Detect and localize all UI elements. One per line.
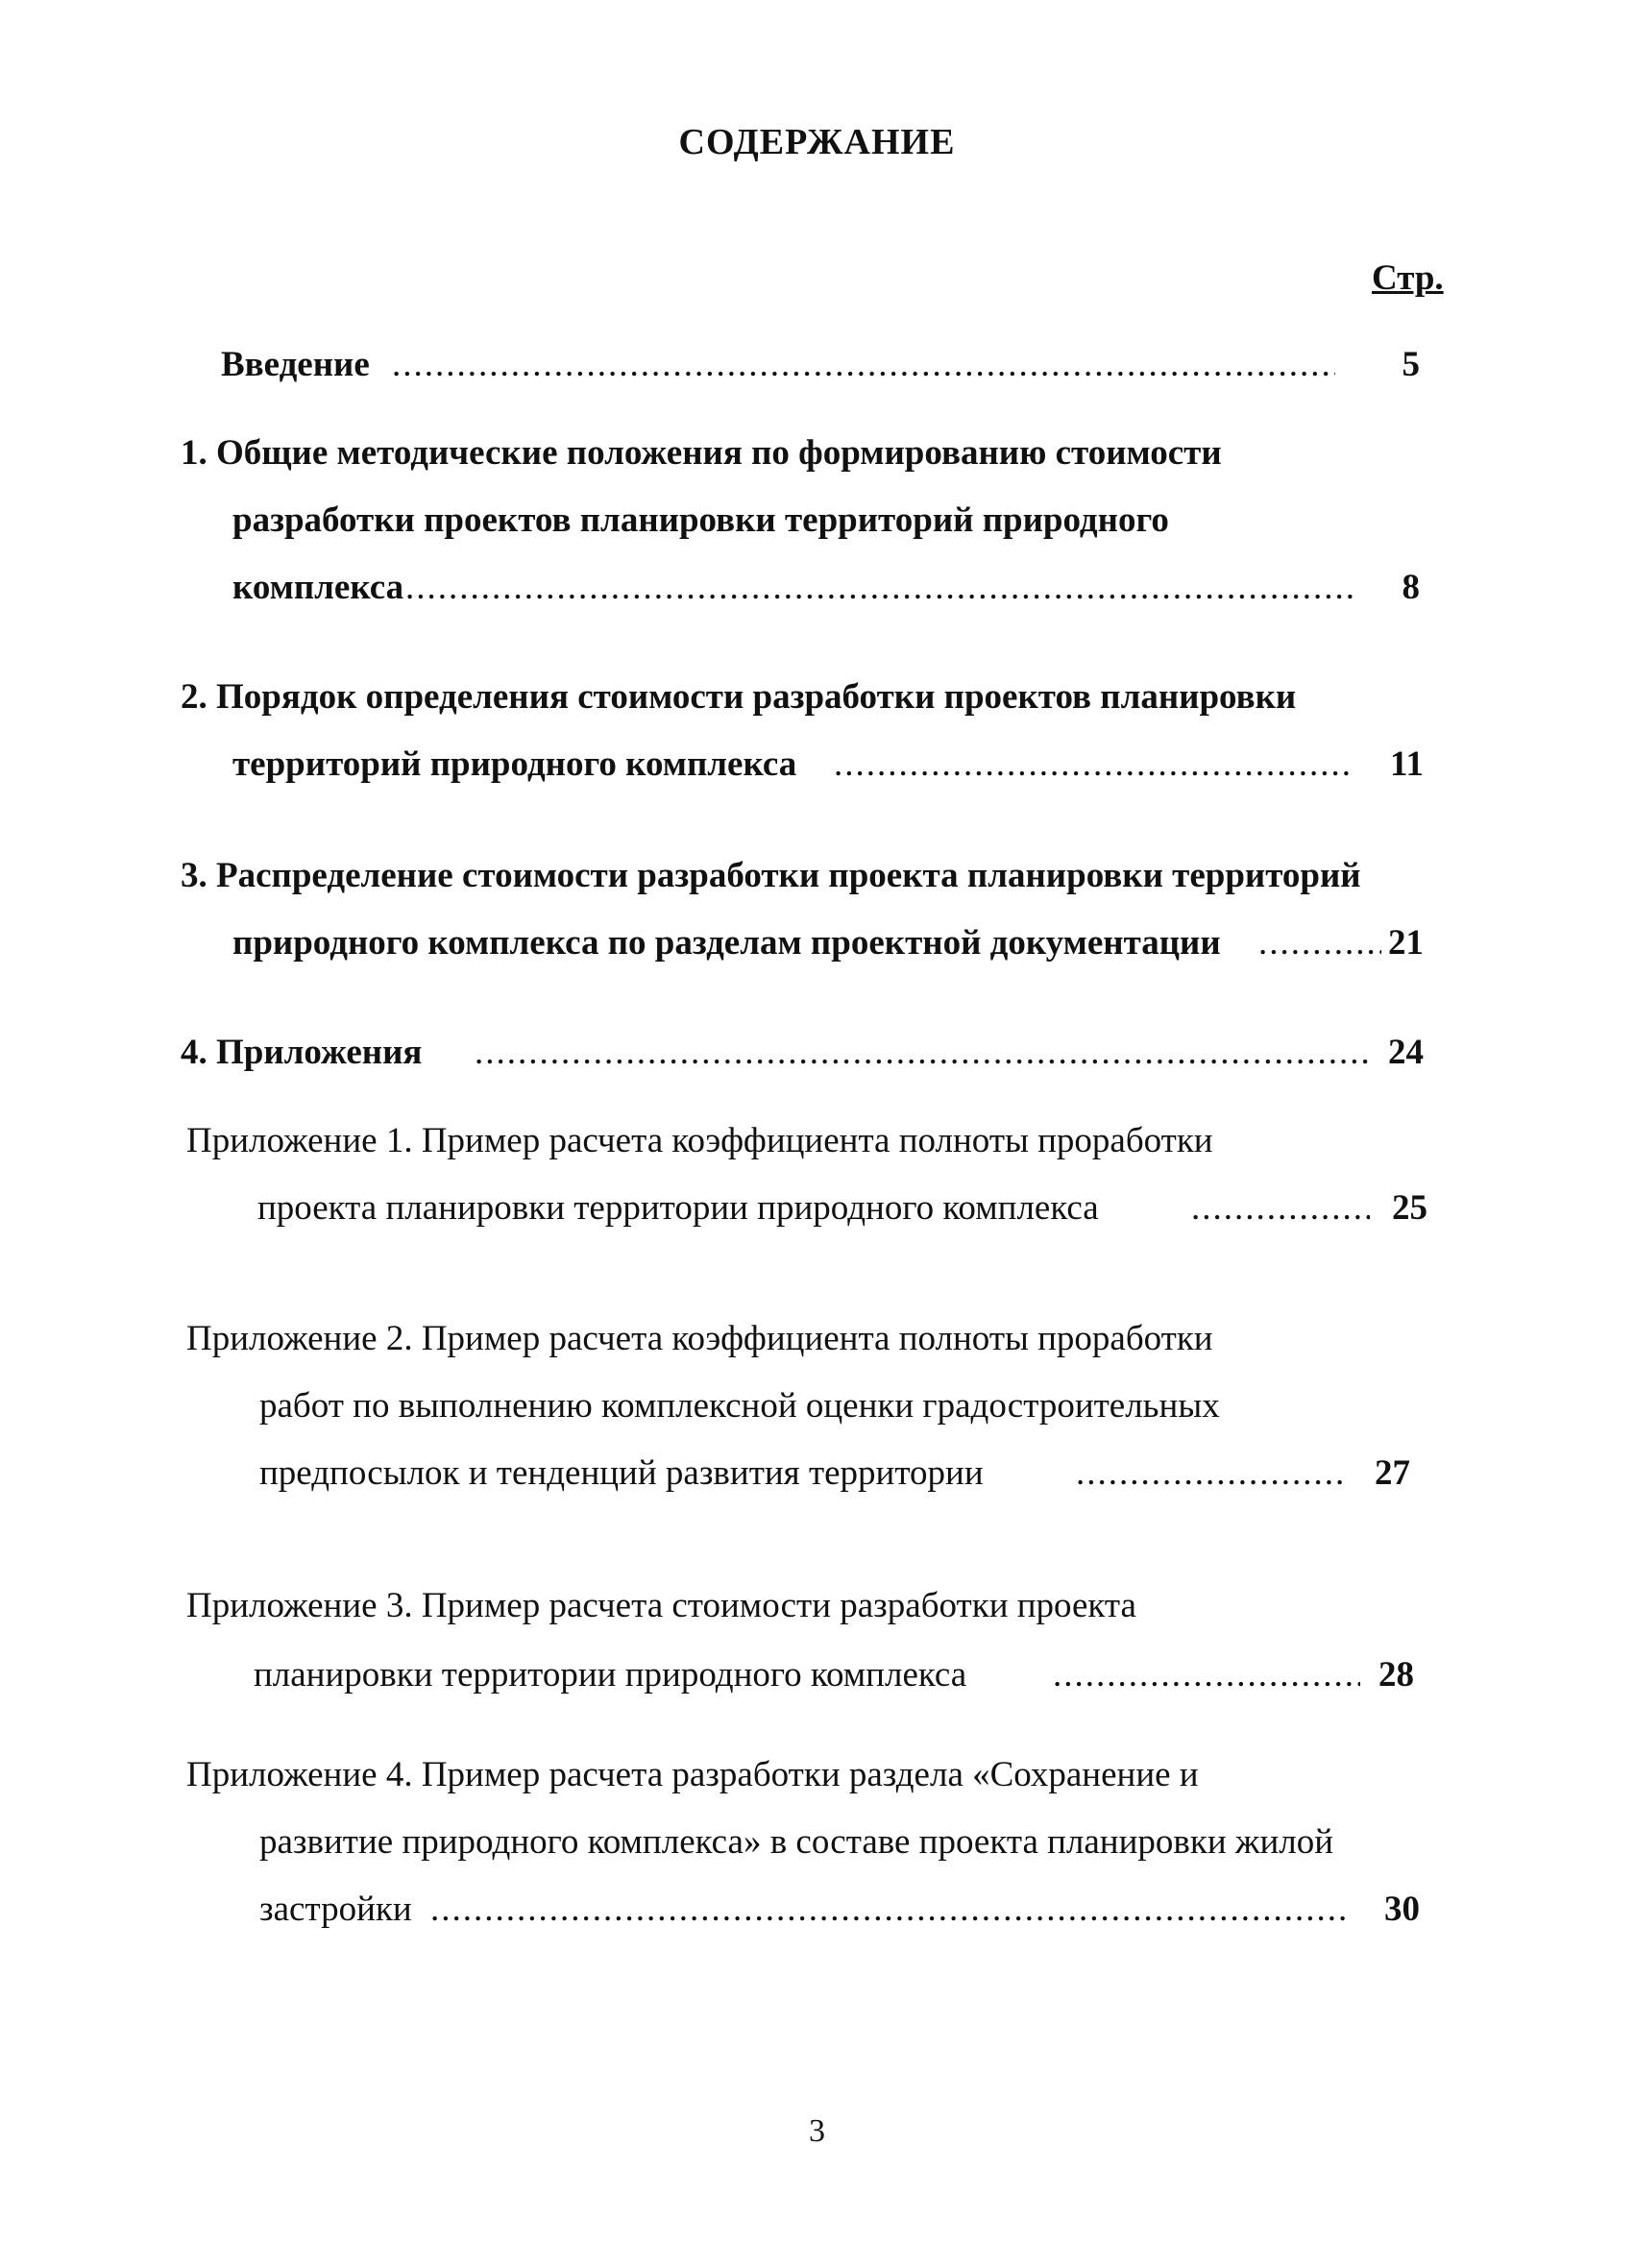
toc-entry-line: 1. Общие методические положения по формированию стоимости bbox=[181, 433, 1222, 473]
toc-entry-line: проекта планировки территории природного комплекса bbox=[257, 1188, 1099, 1228]
toc-leader-dots bbox=[1076, 1452, 1347, 1495]
toc-leader-dots bbox=[430, 1889, 1347, 1931]
toc-entry-line: разработки проектов планировки территорий природного bbox=[232, 500, 1169, 540]
toc-entry-line: комплекса bbox=[232, 568, 404, 607]
page-column-header: Стр. bbox=[1372, 258, 1444, 298]
toc-leader-dots bbox=[405, 567, 1356, 609]
toc-entry-line: 2. Порядок определения стоимости разработки проектов планировки bbox=[181, 677, 1297, 717]
toc-page-number: 8 bbox=[1402, 568, 1420, 607]
page-number-footer: 3 bbox=[809, 2113, 825, 2149]
toc-entry-line: Приложение 2. Пример расчета коэффициента полноты проработки bbox=[186, 1319, 1213, 1358]
toc-page-number: 27 bbox=[1375, 1453, 1410, 1493]
toc-page-number: 30 bbox=[1384, 1890, 1420, 1929]
toc-entry-line: работ по выполнению комплексной оценки градостроительных bbox=[259, 1386, 1220, 1426]
toc-page-number: 25 bbox=[1392, 1188, 1427, 1228]
toc-leader-dots bbox=[475, 1032, 1368, 1074]
toc-entry-line: планировки территории природного комплекса bbox=[254, 1655, 967, 1695]
toc-entry-line: предпосылок и тенденций развития территории bbox=[259, 1453, 984, 1493]
toc-entry-label: 4. Приложения bbox=[181, 1033, 423, 1072]
toc-leader-dots bbox=[834, 744, 1351, 786]
toc-entry-line: застройки bbox=[259, 1890, 412, 1929]
toc-entry-line: территорий природного комплекса bbox=[232, 744, 797, 784]
toc-entry-line: 3. Распределение стоимости разработки проекта планировки территорий bbox=[181, 856, 1361, 895]
toc-page-number: 28 bbox=[1378, 1655, 1414, 1695]
toc-entry-line: Приложение 3. Пример расчета стоимости разработки проекта bbox=[186, 1586, 1136, 1625]
page-title: СОДЕРЖАНИЕ bbox=[678, 122, 956, 162]
toc-entry-label: Введение bbox=[221, 345, 370, 384]
toc-page-number: 24 bbox=[1388, 1033, 1424, 1072]
toc-leader-dots bbox=[392, 344, 1335, 386]
toc-page-number: 21 bbox=[1388, 923, 1424, 963]
toc-entry-line: Приложение 1. Пример расчета коэффициента полноты проработки bbox=[186, 1121, 1213, 1160]
toc-leader-dots bbox=[1053, 1654, 1360, 1696]
toc-entry-line: Приложение 4. Пример расчета разработки раздела «Сохранение и bbox=[186, 1755, 1199, 1794]
toc-entry-line: природного комплекса по разделам проектной документации bbox=[232, 923, 1221, 963]
toc-leader-dots bbox=[1191, 1187, 1370, 1230]
toc-entry-line: развитие природного комплекса» в составе проекта планировки жилой bbox=[259, 1822, 1334, 1862]
toc-page-number: 11 bbox=[1390, 744, 1424, 784]
toc-page-number: 5 bbox=[1402, 345, 1420, 384]
